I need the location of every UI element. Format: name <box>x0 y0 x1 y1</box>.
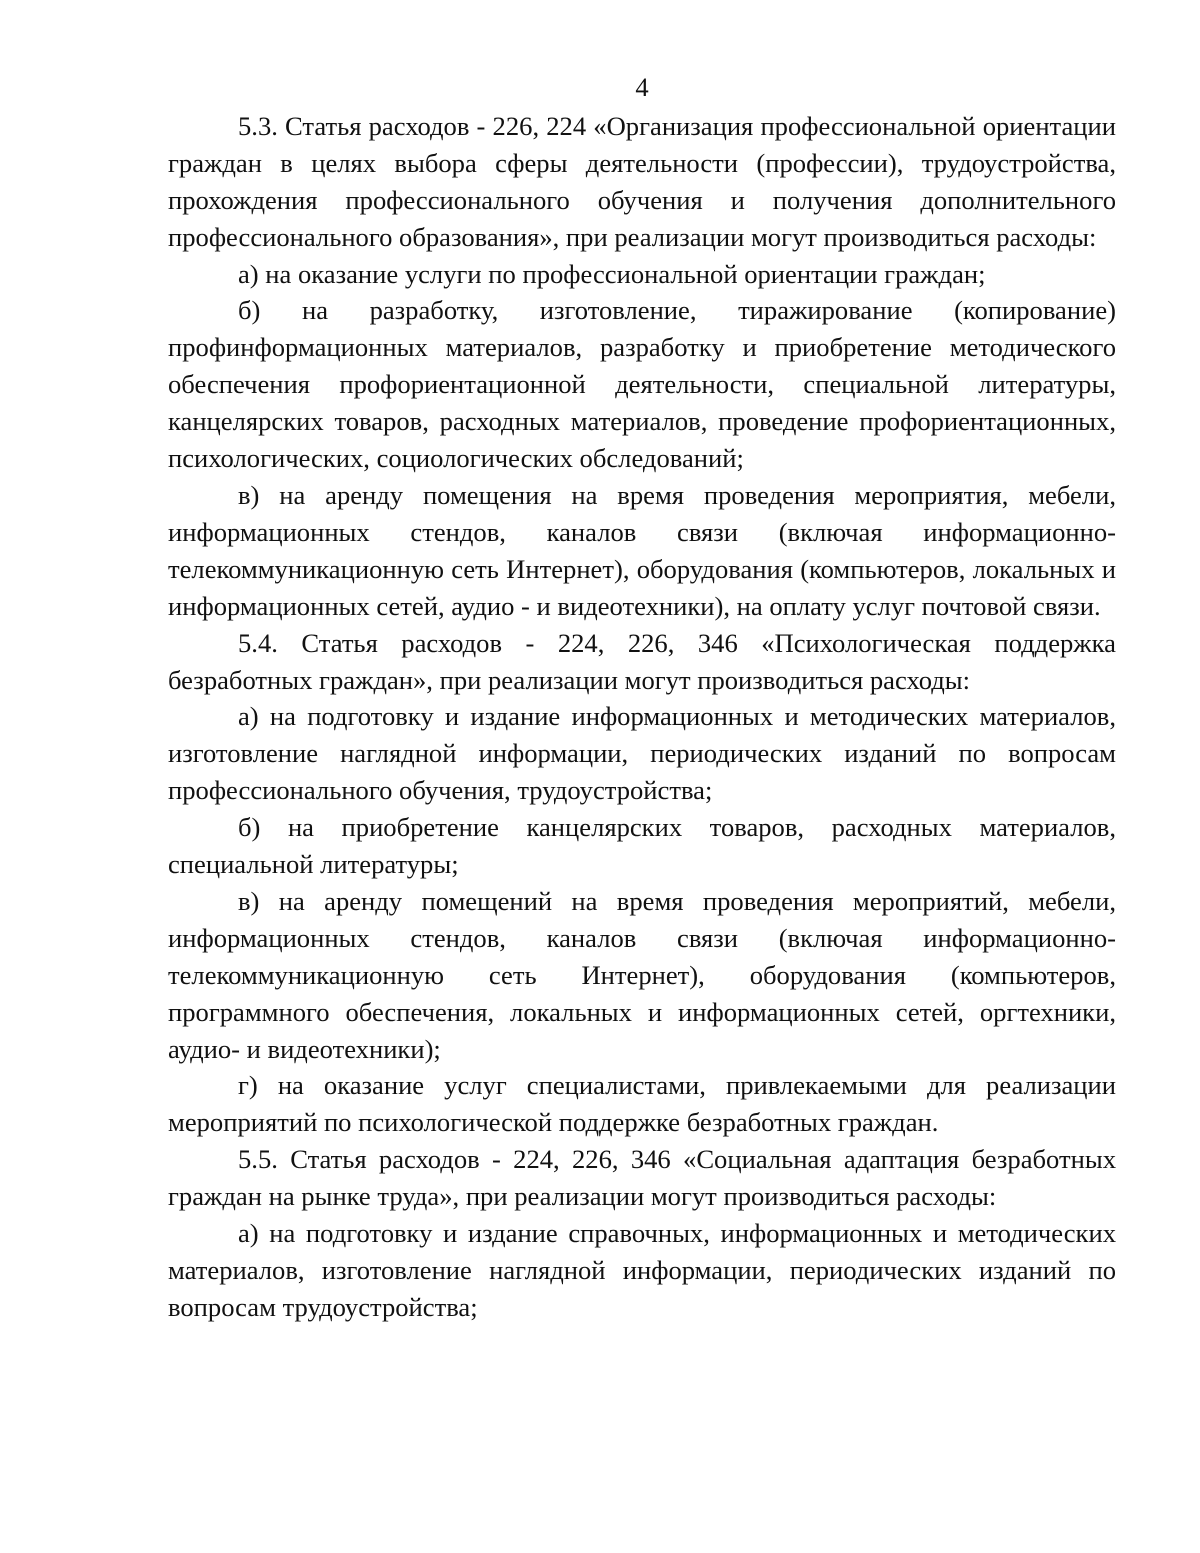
paragraph-5-3-b: б) на разработку, изготовление, тиражирование (копирование) профинформационных материалов, разработку и приобретение методического обеспечения профориентационной деятельности, специальной литературы, канцелярских товаров, расходных материалов, проведение профориентационных, психологических, социологических обследований; <box>168 295 1116 474</box>
paragraph-5-5-a: а) на подготовку и издание справочных, информационных и методических материалов, изготовление наглядной информации, периодических изданий по вопросам трудоустройства; <box>168 1218 1116 1322</box>
paragraph-5-4: 5.4. Статья расходов - 224, 226, 346 «Психологическая поддержка безработных граждан», при реализации могут производиться расходы: <box>168 627 1116 695</box>
paragraph-5-5: 5.5. Статья расходов - 224, 226, 346 «Социальная адаптация безработных граждан на рынке труда», при реализации могут производиться расходы: <box>168 1144 1116 1212</box>
paragraph-5-3-v: в) на аренду помещения на время проведения мероприятия, мебели, информационных стендов, каналов связи (включая информационно-телекоммуникационную сеть Интернет), оборудования (компьютеров, локальных и информационных сетей, аудио - и видеотехники), на оплату услуг почтовой связи. <box>168 479 1116 621</box>
paragraph-5-4-a: а) на подготовку и издание информационных и методических материалов, изготовление наглядной информации, периодических изданий по вопросам профессионального обучения, трудоустройства; <box>168 701 1116 806</box>
paragraph-5-4-v: в) на аренду помещений на время проведения мероприятий, мебели, информационных стендов, каналов связи (включая информационно-телекоммуникационную сеть Интернет), оборудования (компьютеров, программного обеспечения, локальных и информационных сетей, оргтехники, аудио- и видеотехники); <box>168 885 1116 1064</box>
paragraph-5-4-g: г) на оказание услуг специалистами, привлекаемыми для реализации мероприятий по психологической поддержке безработных граждан. <box>168 1070 1116 1138</box>
paragraph-5-3: 5.3. Статья расходов - 226, 224 «Организация профессиональной ориентации граждан в целях выбора сферы деятельности (профессии), трудоустройства, прохождения профессионального обучения и получения дополнительного профессионального образования», при реализации могут производиться расходы: <box>168 110 1116 252</box>
paragraph-5-3-a: а) на оказание услуги по профессиональной ориентации граждан; <box>238 258 986 289</box>
paragraph-5-4-b: б) на приобретение канцелярских товаров, расходных материалов, специальной литературы; <box>168 812 1116 880</box>
document-page <box>168 0 1116 1326</box>
page-number: 4 <box>635 72 649 102</box>
